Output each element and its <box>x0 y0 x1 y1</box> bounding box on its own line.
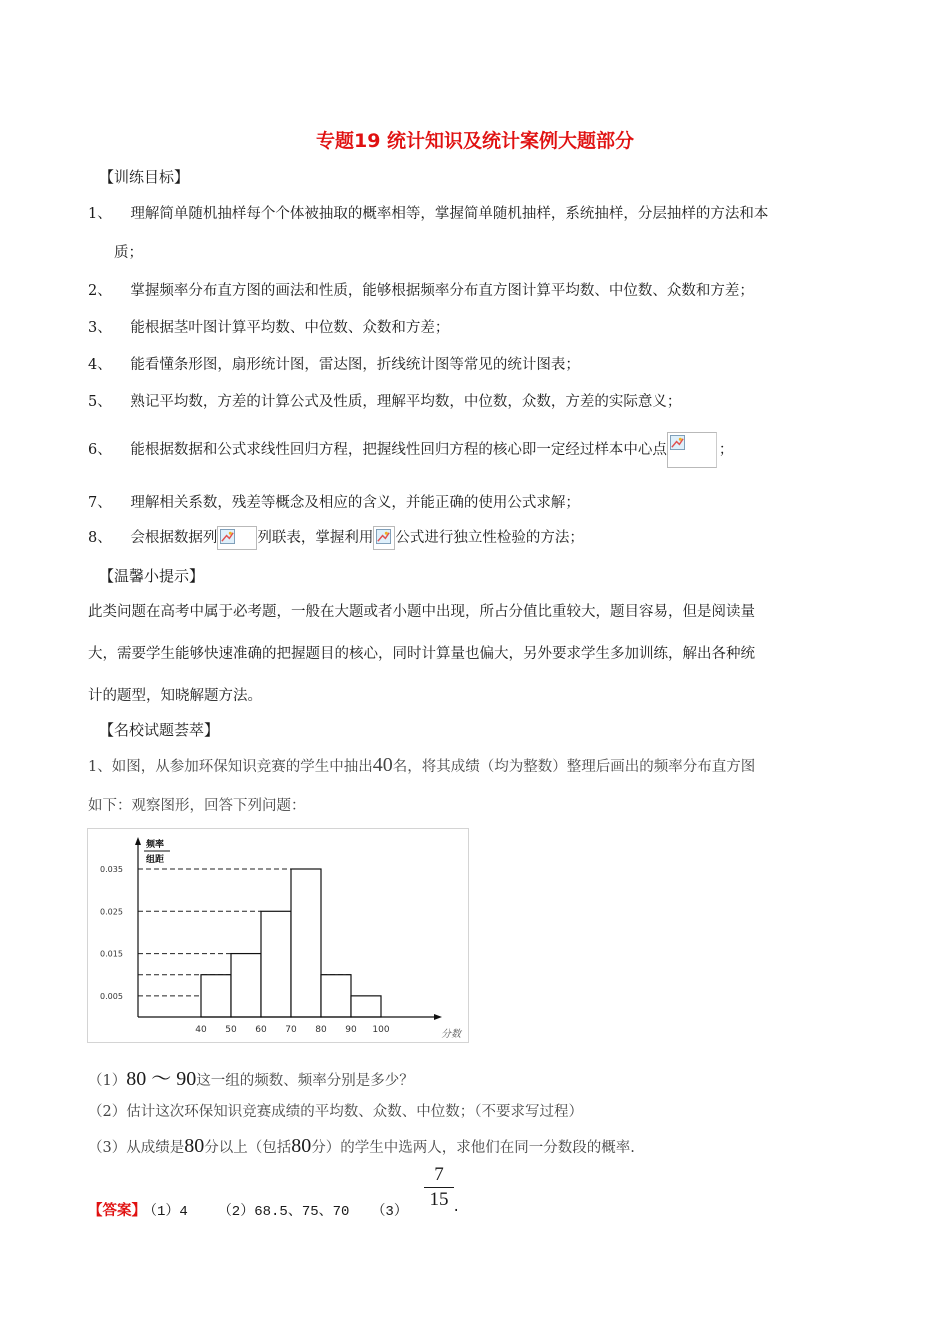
y-tick-label: 0.025 <box>100 907 123 917</box>
tip-line-3: 计的题型，知晓解题方法。 <box>88 688 262 704</box>
histogram-bar <box>321 975 351 1017</box>
x-tick-label: 90 <box>345 1025 357 1035</box>
goal-text-b: 列联表，掌握利用 <box>257 530 374 546</box>
sample-size: 40 <box>372 754 393 776</box>
y-axis-label-top: 频率 <box>146 840 165 850</box>
question-3 <box>88 1135 635 1158</box>
y-axis-label-bottom: 组距 <box>146 855 165 865</box>
x-axis-label: 分数 <box>441 1029 461 1040</box>
question-text: 分）的学生中选两人，求他们在同一分数段的概率. <box>311 1140 635 1156</box>
question-text: 分以上（包括 <box>204 1140 292 1156</box>
goal-text-a: 会根据数据列 <box>130 530 218 546</box>
answer-line <box>88 1199 408 1220</box>
goal-item-7 <box>88 491 580 512</box>
x-tick-label: 50 <box>225 1025 237 1035</box>
goal-text: 能根据茎叶图计算平均数、中位数、众数和方差； <box>130 320 450 336</box>
goal-number: 4、 <box>88 357 112 373</box>
x-tick-label: 60 <box>255 1025 267 1035</box>
answer-part-3: （3） <box>371 1204 408 1220</box>
goal-text: 理解相关系数，残差等概念及相应的含义，并能正确的使用公式求解； <box>130 495 580 511</box>
goal-text: 能看懂条形图，扇形统计图，雷达图，折线统计图等常见的统计图表； <box>130 357 580 373</box>
section-heading-goals: 【训练目标】 <box>99 168 190 186</box>
problem-intro-text: 1、如图，从参加环保知识竞赛的学生中抽出 <box>88 759 373 775</box>
goal-item-1-cont: 质； <box>114 245 143 261</box>
fraction-numerator: 7 <box>434 1164 444 1185</box>
answer-label: 【答案】 <box>88 1202 146 1219</box>
histogram-figure <box>87 828 469 1043</box>
goal-number: 5、 <box>88 394 112 410</box>
tip-line-2: 大，需要学生能够快速准确的把握题目的核心，同时计算量也偏大，另外要求学生多加训练，解出各种统 <box>88 646 755 662</box>
problem-intro-text: 名，将其成绩（均为整数）整理后画出的频率分布直方图 <box>392 759 756 775</box>
goal-number: 6、 <box>88 442 112 458</box>
question-text: 这一组的频数、频率分别是多少？ <box>196 1073 414 1089</box>
x-tick-label: 40 <box>195 1025 207 1035</box>
x-tick-label: 70 <box>285 1025 297 1035</box>
histogram-bar <box>351 996 381 1017</box>
question-2: （2）估计这次环保知识竞赛成绩的平均数、众数、中位数；（不要求写过程） <box>88 1104 583 1120</box>
score-range: 80 ～ 90 <box>126 1068 197 1090</box>
answer-part-2: （2）68.5、75、70 <box>217 1204 350 1220</box>
question-number: （1） <box>88 1073 127 1089</box>
goal-tail: ； <box>718 442 734 458</box>
goal-text: 能根据数据和公式求线性回归方程，把握线性回归方程的核心即一定经过样本中心点 <box>130 442 667 458</box>
section-heading-problems: 【名校试题荟萃】 <box>99 721 220 739</box>
histogram-bar <box>201 975 231 1017</box>
goal-item-1 <box>88 202 768 223</box>
goal-text: 熟记平均数，方差的计算公式及性质，理解平均数，中位数，众数，方差的实际意义； <box>130 394 682 410</box>
goal-number: 3、 <box>88 320 112 336</box>
question-text: （3）从成绩是 <box>88 1140 185 1156</box>
y-tick-label: 0.035 <box>100 865 123 874</box>
histogram-bar <box>291 869 321 1017</box>
goal-item-5 <box>88 390 681 411</box>
goal-number: 1、 <box>88 206 112 222</box>
page-title: 专题19 统计知识及统计案例大题部分 <box>315 130 635 152</box>
tip-line-1: 此类问题在高考中属于必考题，一般在大题或者小题中出现，所占分值比重较大，题目容易，但是阅读量 <box>88 604 755 620</box>
x-tick-label: 100 <box>372 1025 390 1035</box>
y-axis-arrow <box>135 837 141 845</box>
goal-item-4 <box>88 353 580 374</box>
answer-part-1: （1）4 <box>150 1204 188 1220</box>
broken-image-icon <box>373 526 395 550</box>
broken-image-icon <box>217 526 257 550</box>
histogram-chart <box>88 829 468 1042</box>
answer-fraction <box>424 1164 454 1211</box>
goal-item-8 <box>88 526 584 550</box>
problem-intro-line-1 <box>88 754 755 777</box>
goal-item-6 <box>88 432 733 468</box>
problem-intro-line-2: 如下：观察图形，回答下列问题： <box>88 798 306 814</box>
goal-number: 8、 <box>88 530 112 546</box>
x-axis-arrow <box>434 1014 442 1020</box>
goal-text: 理解简单随机抽样每个个体被抽取的概率相等，掌握简单随机抽样，系统抽样，分层抽样的方法和本 <box>130 206 769 222</box>
y-tick-label: 0.005 <box>100 991 123 1001</box>
goal-item-3 <box>88 316 449 337</box>
goal-number: 7、 <box>88 495 112 511</box>
goal-text: 掌握频率分布直方图的画法和性质，能够根据频率分布直方图计算平均数、中位数、众数和方差； <box>130 283 754 299</box>
x-tick-label: 80 <box>315 1025 327 1035</box>
fraction-denominator: 15 <box>424 1187 454 1211</box>
histogram-bar <box>261 911 291 1017</box>
goal-text-c: 公式进行独立性检验的方法； <box>395 530 584 546</box>
y-tick-label: 0.015 <box>100 949 123 959</box>
broken-image-icon <box>667 432 717 468</box>
question-1 <box>88 1062 414 1091</box>
goal-item-2 <box>88 279 754 300</box>
section-heading-tips: 【温馨小提示】 <box>99 567 205 585</box>
goal-number: 2、 <box>88 283 112 299</box>
score-threshold: 80 <box>291 1135 312 1157</box>
answer-end: . <box>452 1200 461 1216</box>
score-threshold: 80 <box>184 1135 205 1157</box>
histogram-bar <box>231 954 261 1017</box>
